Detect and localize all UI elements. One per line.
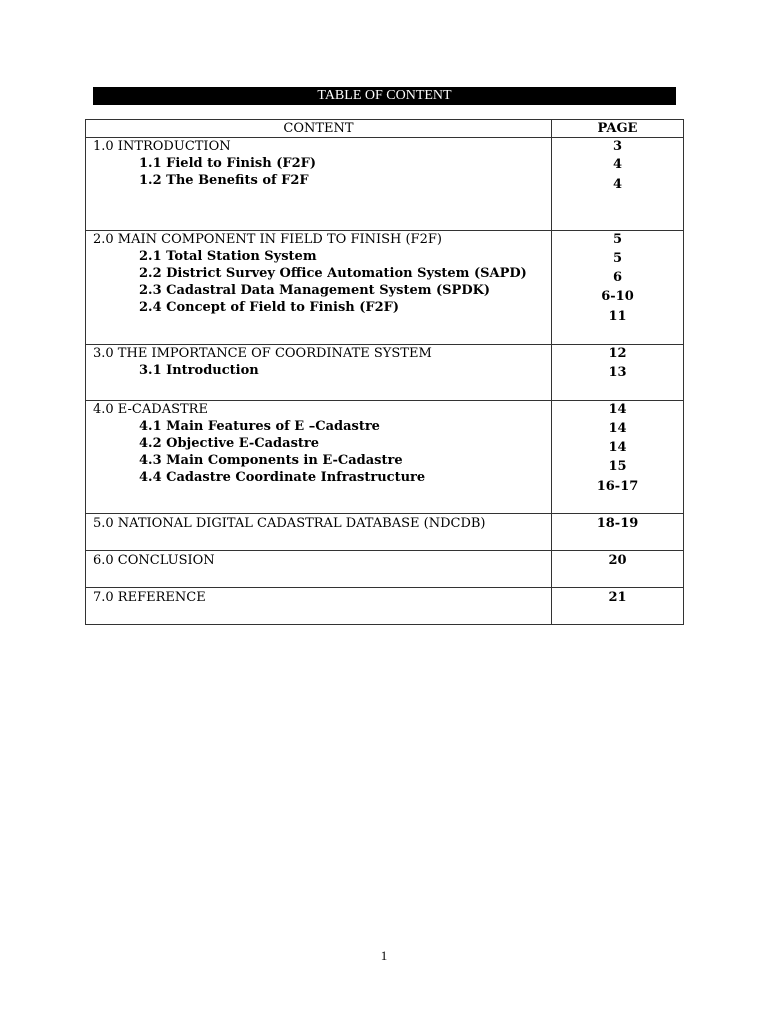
toc-entry-cell: [86, 138, 552, 231]
toc-row: [86, 551, 684, 588]
subsection-entry[interactable]: 1.2 The Benefits of F2F: [139, 173, 309, 188]
toc-entry-cell: [86, 231, 552, 345]
page-cell: [552, 588, 684, 625]
page-number: 14: [608, 440, 627, 456]
toc-row: [86, 514, 684, 551]
section-heading[interactable]: 1.0 INTRODUCTION: [93, 139, 231, 154]
toc-row: [86, 138, 684, 231]
toc-table: [85, 119, 684, 625]
toc-row: [86, 231, 684, 345]
page-number: 15: [608, 459, 627, 475]
page-number: 18-19: [596, 516, 639, 531]
content-column-header: CONTENT: [86, 120, 552, 138]
subsection-entry[interactable]: 2.4 Concept of Field to Finish (F2F): [139, 300, 400, 315]
page-number: 5: [612, 251, 623, 266]
page-column-header: PAGE: [552, 120, 684, 138]
page-cell: [552, 514, 684, 551]
subsection-entry[interactable]: 4.1 Main Features of E –Cadastre: [139, 419, 380, 434]
toc-row: [86, 401, 684, 514]
toc-row: [86, 345, 684, 401]
subsection-entry[interactable]: 4.3 Main Components in E-Cadastre: [139, 453, 403, 468]
section-heading[interactable]: 5.0 NATIONAL DIGITAL CADASTRAL DATABASE (NDCDB): [93, 516, 486, 531]
toc-entry-cell: [86, 551, 552, 588]
page-number: 5: [612, 232, 623, 247]
toc-entry-cell: [86, 514, 552, 551]
page-number: 4: [612, 157, 623, 172]
toc-row: [86, 588, 684, 625]
page-number: 6-10: [601, 289, 634, 305]
section-heading[interactable]: 2.0 MAIN COMPONENT IN FIELD TO FINISH (F2F): [93, 232, 442, 247]
subsection-entry[interactable]: 3.1 Introduction: [139, 363, 259, 378]
section-heading[interactable]: 3.0 THE IMPORTANCE OF COORDINATE SYSTEM: [93, 346, 432, 361]
page-cell: [552, 231, 684, 345]
page-number: 12: [608, 346, 627, 361]
page-cell: [552, 138, 684, 231]
subsection-entry[interactable]: 2.1 Total Station System: [139, 249, 317, 264]
toc-title: TABLE OF CONTENT: [93, 87, 676, 105]
subsection-entry[interactable]: 1.1 Field to Finish (F2F): [139, 156, 316, 171]
page-number: 13: [608, 365, 627, 380]
page-number: 4: [612, 177, 623, 192]
page-cell: [552, 551, 684, 588]
subsection-entry[interactable]: 4.2 Objective E-Cadastre: [139, 436, 320, 451]
page-number: 20: [608, 553, 627, 568]
toc-entry-cell: [86, 345, 552, 401]
page-number: 6: [612, 270, 623, 286]
toc-entry-cell: [86, 401, 552, 514]
page-cell: [552, 401, 684, 514]
toc-header-row: [86, 120, 684, 138]
page-number: 16-17: [596, 478, 639, 494]
subsection-entry[interactable]: 2.2 District Survey Office Automation System (SAPD): [139, 266, 527, 281]
page-number: 14: [608, 421, 627, 436]
page-number: 3: [612, 139, 623, 154]
section-heading[interactable]: 7.0 REFERENCE: [93, 590, 206, 605]
section-heading[interactable]: 4.0 E-CADASTRE: [93, 402, 208, 417]
subsection-entry[interactable]: 2.3 Cadastral Data Management System (SPDK): [139, 283, 491, 298]
page-number: 11: [608, 308, 627, 324]
section-heading[interactable]: 6.0 CONCLUSION: [93, 553, 215, 568]
page-cell: [552, 345, 684, 401]
footer-page-number: 1: [380, 948, 388, 963]
toc-entry-cell: [86, 588, 552, 625]
subsection-entry[interactable]: 4.4 Cadastre Coordinate Infrastructure: [139, 470, 426, 485]
page-number: 21: [608, 590, 627, 605]
page-number: 14: [608, 402, 627, 417]
